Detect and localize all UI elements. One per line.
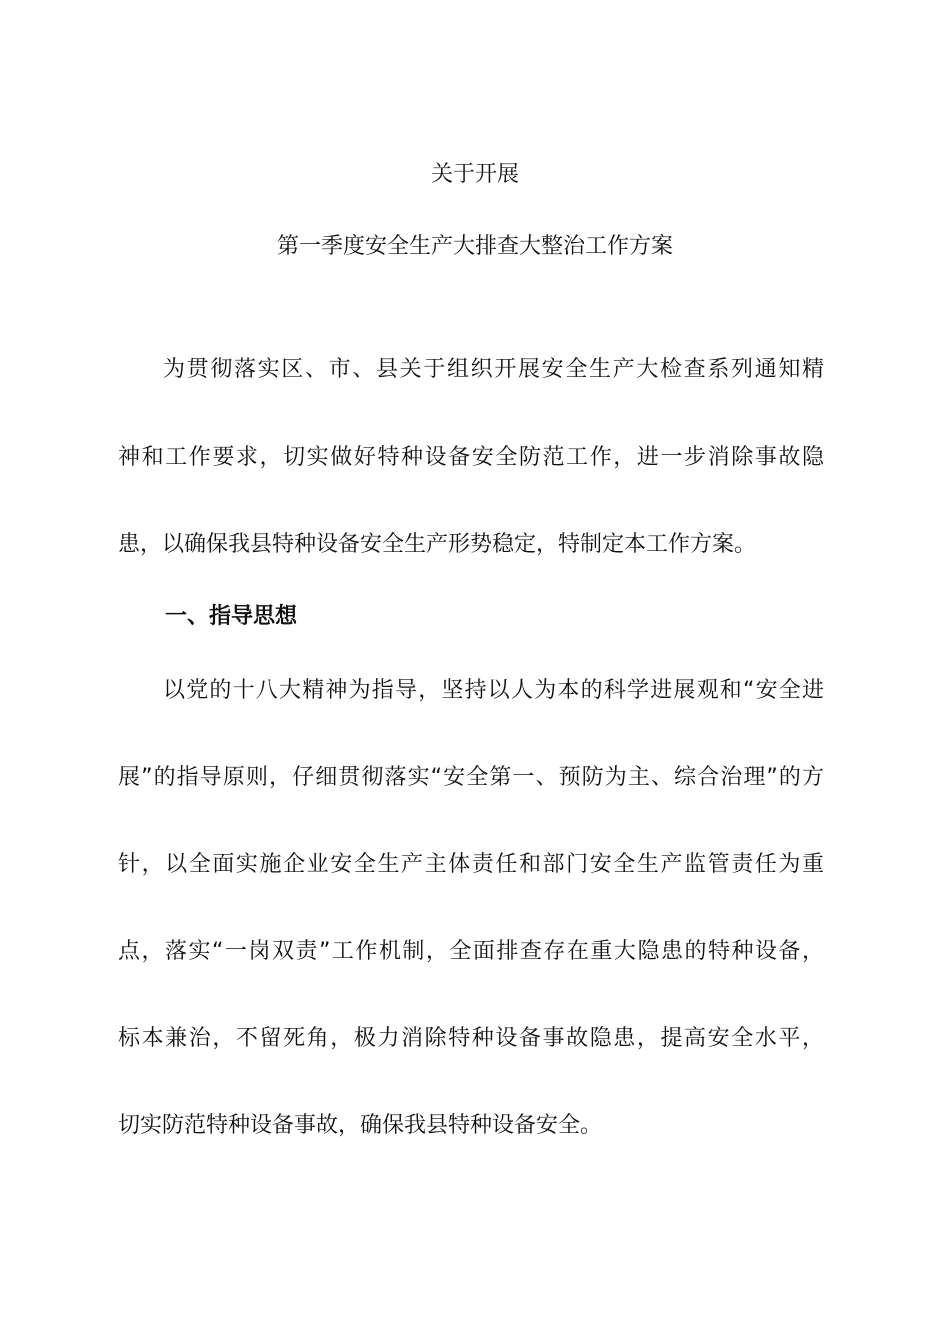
document-title-line-2: 第一季度安全生产大排查大整治工作方案 — [276, 234, 673, 259]
paragraph-2-line-6: 切实防范特种设备事故，确保我县特种设备安全。 — [118, 1113, 603, 1138]
paragraph-2-line-3: 针，以全面实施企业安全生产主体责任和部门安全生产监管责任为重 — [118, 852, 824, 877]
section-1-heading: 一、指导思想 — [165, 604, 298, 629]
paragraph-2-line-1: 以党的十八大精神为指导，坚持以人为本的科学进展观和“安全进 — [163, 678, 824, 703]
paragraph-1-line-1: 为贯彻落实区、市、县关于组织开展安全生产大检查系列通知精 — [163, 357, 824, 382]
paragraph-2-line-4: 点，落实“一岗双责”工作机制，全面排查存在重大隐患的特种设备， — [118, 939, 824, 964]
paragraph-1-line-3: 患，以确保我县特种设备安全生产形势稳定，特制定本工作方案。 — [118, 532, 757, 557]
paragraph-2-line-5: 标本兼治，不留死角，极力消除特种设备事故隐患，提高安全水平， — [118, 1026, 824, 1051]
document-title-line-1: 关于开展 — [430, 162, 519, 187]
paragraph-2-line-2: 展”的指导原则，仔细贯彻落实“安全第一、预防为主、综合治理”的方 — [118, 765, 824, 790]
paragraph-1-line-2: 神和工作要求，切实做好特种设备安全防范工作，进一步消除事故隐 — [118, 445, 824, 470]
